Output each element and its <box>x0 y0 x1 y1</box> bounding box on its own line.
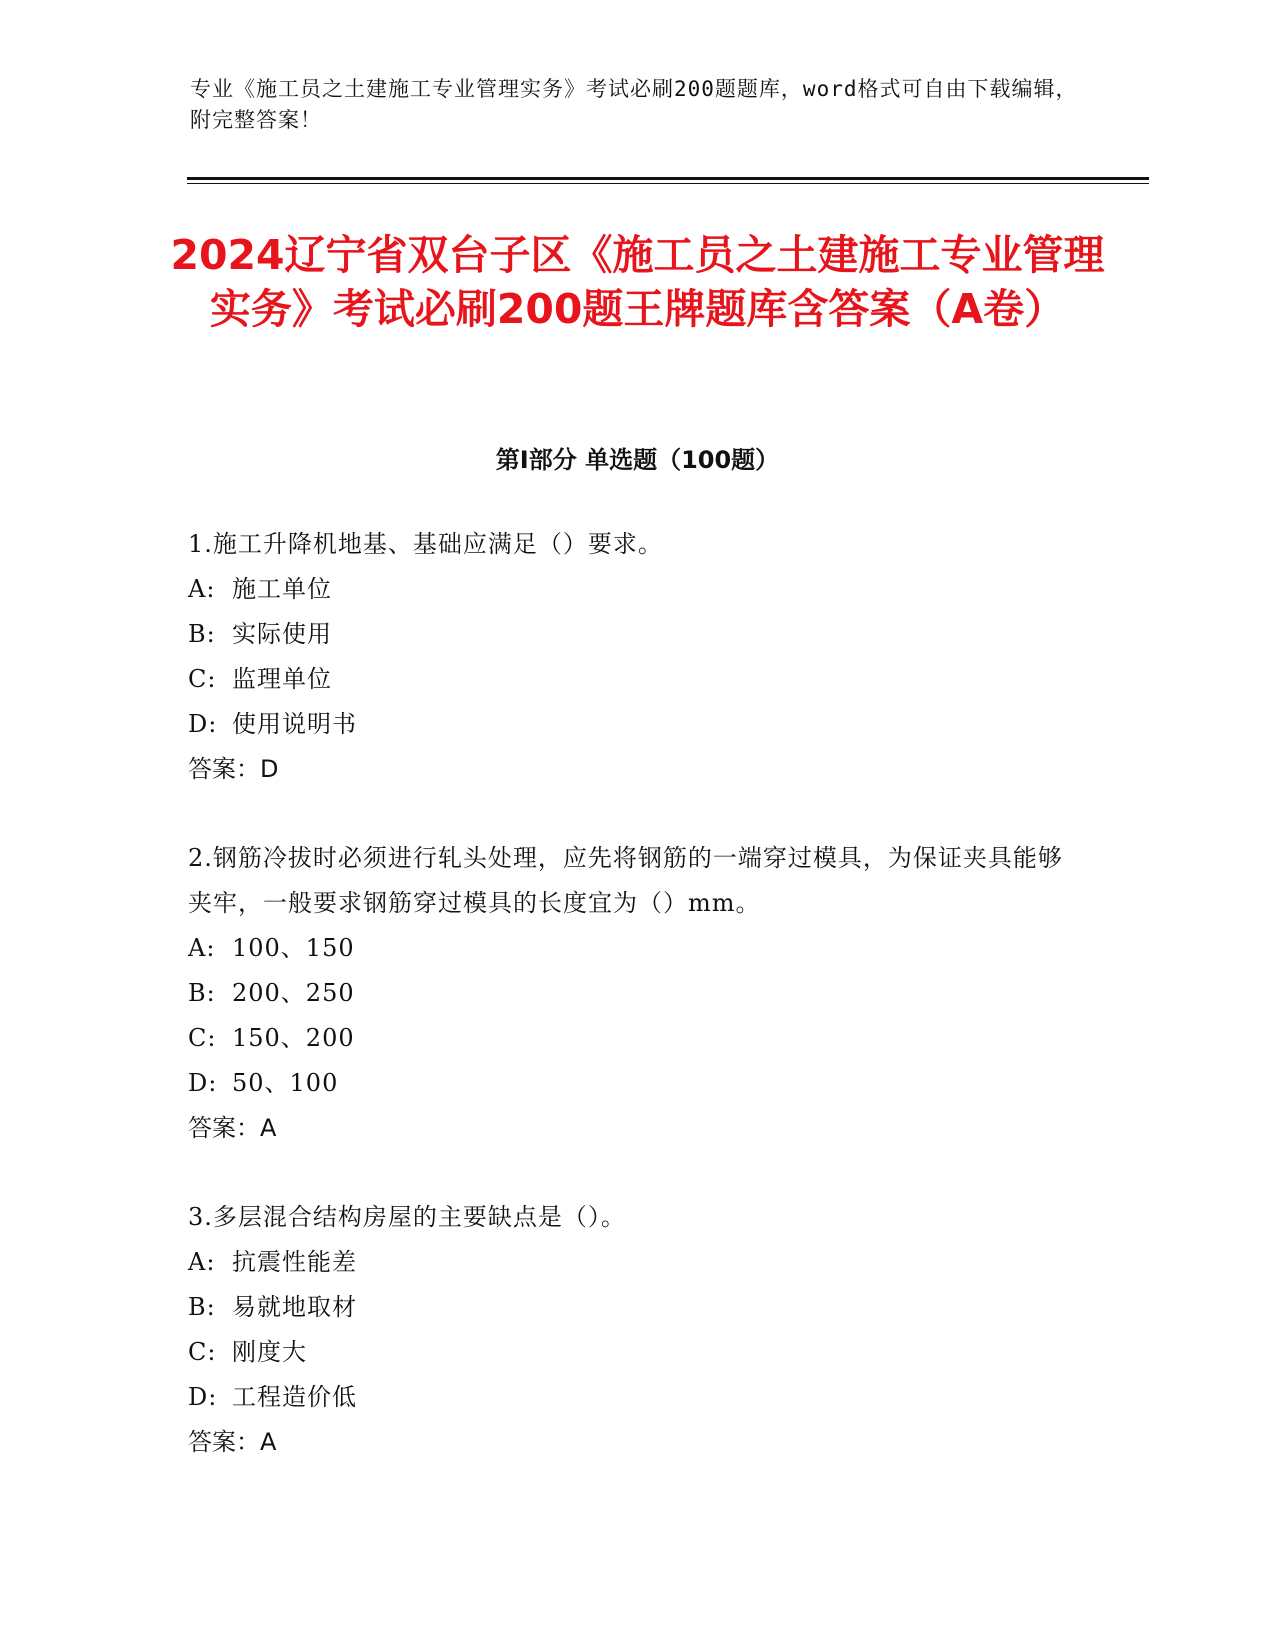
question-stem: 1.施工升降机地基、基础应满足（）要求。 <box>188 530 663 558</box>
intro-text: 专业《施工员之土建施工专业管理实务》考试必刷200题题库，word格式可自由下载编辑，附完整答案！ <box>190 77 1078 132</box>
option-letter: C: <box>188 1024 217 1052</box>
option-text: 刚度大 <box>232 1338 307 1366</box>
option-d <box>188 702 1068 747</box>
option-text: 实际使用 <box>232 620 332 648</box>
option-text: 工程造价低 <box>232 1383 357 1411</box>
header-rule-thick <box>187 177 1149 180</box>
option-letter: C: <box>188 1338 217 1366</box>
option-c <box>188 657 1068 702</box>
option-letter: A: <box>188 1248 216 1276</box>
option-a <box>188 926 1068 971</box>
answer-line: 答案：A <box>188 1428 277 1456</box>
option-text: 150、200 <box>232 1024 355 1052</box>
option-text: 抗震性能差 <box>232 1248 357 1276</box>
header-rule-thin <box>187 183 1149 184</box>
section-heading: 第Ⅰ部分 单选题（100题） <box>495 446 780 474</box>
option-letter: D: <box>188 1069 218 1097</box>
question-list <box>188 522 1068 1509</box>
answer-line: 答案：A <box>188 1114 277 1142</box>
question-item <box>188 522 1068 792</box>
option-d <box>188 1061 1068 1106</box>
option-letter: A: <box>188 934 216 962</box>
option-letter: D: <box>188 1383 218 1411</box>
document-title: 2024辽宁省双台子区《施工员之土建施工专业管理实务》考试必刷200题王牌题库含答案（A卷） <box>170 231 1105 333</box>
option-letter: A: <box>188 575 216 603</box>
option-text: 施工单位 <box>232 575 332 603</box>
question-stem: 2.钢筋冷拔时必须进行轧头处理，应先将钢筋的一端穿过模具，为保证夹具能够夹牢，一般要求钢筋穿过模具的长度宜为（）mm。 <box>188 844 1063 917</box>
option-letter: C: <box>188 665 217 693</box>
option-b <box>188 1285 1068 1330</box>
option-text: 100、150 <box>232 934 355 962</box>
question-item <box>188 836 1068 1151</box>
option-letter: B: <box>188 979 216 1007</box>
question-item <box>188 1195 1068 1465</box>
option-text: 使用说明书 <box>232 710 357 738</box>
answer-line: 答案：D <box>188 755 279 783</box>
option-text: 200、250 <box>232 979 355 1007</box>
option-letter: D: <box>188 710 218 738</box>
option-d <box>188 1375 1068 1420</box>
option-a <box>188 1240 1068 1285</box>
option-text: 监理单位 <box>232 665 332 693</box>
question-stem: 3.多层混合结构房屋的主要缺点是（）。 <box>188 1203 626 1231</box>
option-a <box>188 567 1068 612</box>
option-text: 50、100 <box>232 1069 339 1097</box>
option-b <box>188 971 1068 1016</box>
option-b <box>188 612 1068 657</box>
option-text: 易就地取材 <box>232 1293 357 1321</box>
option-c <box>188 1016 1068 1061</box>
option-letter: B: <box>188 620 216 648</box>
option-c <box>188 1330 1068 1375</box>
option-letter: B: <box>188 1293 216 1321</box>
